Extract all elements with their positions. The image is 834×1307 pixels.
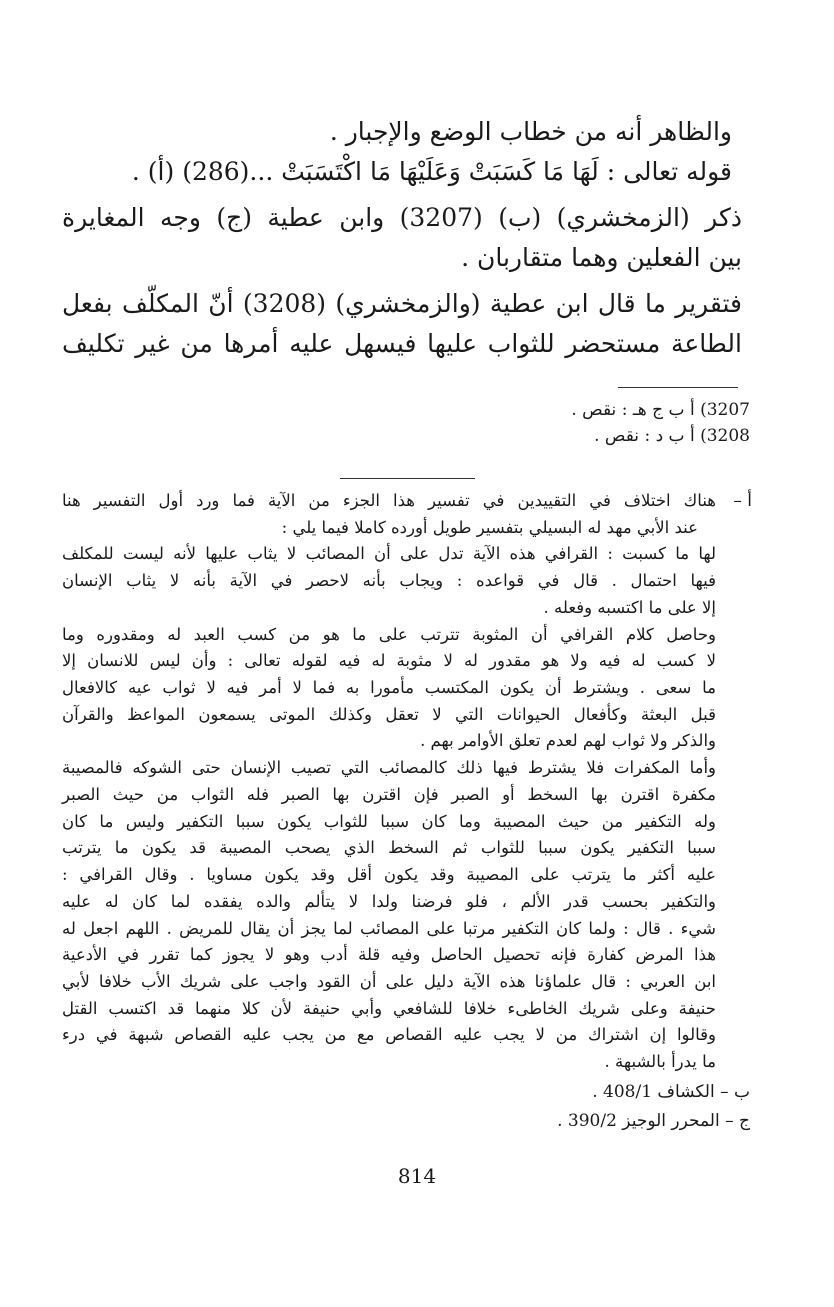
main-line-1: والظاهر أنه من خطاب الوضع والإجبار . <box>329 117 732 146</box>
footnote-a <box>62 488 752 1076</box>
main-line-2: قوله تعالى : لَهَا مَا كَسَبَتْ وَعَلَيْهَا مَا اكْتَسَبَتْ ...(286) (أ) . <box>131 157 732 186</box>
footnote-body <box>62 488 716 1076</box>
note-line-14: سببا التكفير يكون سببا للثواب ثم السخط الذي يصحب المصيبة قد يكون ما يترتب <box>62 838 716 858</box>
textual-apparatus <box>100 398 750 449</box>
footnote-marker: أ – <box>733 491 752 511</box>
note-line-2: عند الأبي مهد له البسيلي بتفسير طويل أورده كاملا فيما يلي : <box>281 517 698 537</box>
note-line-16: والتكفير بحسب قدر الألم ، فلو فرضنا ولدا لا يتألم والده يفقده لما كان له عليه <box>62 891 716 911</box>
ref-line-c: ج – المحرر الوجيز 390/2 . <box>557 1110 750 1131</box>
note-line-13: وله التكفير من حيث المصيبة وما كان سببا للثواب يكون سببا التكفير وليس ما كان <box>62 811 716 831</box>
main-line-4: بين الفعلين وهما متقاربان . <box>461 243 742 272</box>
apparatus-line-1: 3207) أ ب ج هـ : نقص . <box>571 400 750 420</box>
apparatus-divider <box>618 387 738 388</box>
note-line-1: هناك اختلاف في التقييدين في تفسير هذا الجزء من الآية فما ورد أول التفسير هنا <box>62 491 716 510</box>
note-line-3: لها ما كسبت : القرافي هذه الآية تدل على أن المصائب لا يثاب عليها لأنه ليست للمكلف <box>62 544 716 564</box>
note-line-6: وحاصل كلام القرافي أن المثوبة تترتب على ما هو من كسب العبد له ومقدوره وما <box>62 624 717 644</box>
note-line-5: إلا على ما اكتسبه وفعله . <box>543 597 716 617</box>
note-line-19: ابن العربي : قال علماؤنا هذه الآية دليل على أن القود واجب على شريك الأب خلافا لأبي <box>62 971 716 991</box>
note-line-21: وقالوا إن اشتراك من لا يجب عليه القصاص مع من يجب عليه القصاص شبهة في درء <box>62 1025 716 1045</box>
ref-line-b: ب – الكشاف 408/1 . <box>592 1082 750 1102</box>
note-line-18: هذا المرض كفارة فإنه تحصيل الحاصل وفيه قلة أدب وهو لا يجوز كما تقرر في الأدعية <box>62 945 716 965</box>
note-line-17: شيء . قال : ولما كان التكفير مرتبا على المصائب لما يجز أن يقال للمريض . اللهم اجعل له <box>62 918 716 938</box>
main-text <box>62 112 742 364</box>
note-line-22: ما يدرأ بالشبهة . <box>604 1052 716 1072</box>
notes-divider <box>340 478 475 479</box>
note-line-15: عليه أكثر ما يترتب على المصيبة وقد يكون أقل وقد يكون مساويا . وقال القرافي : <box>62 865 716 885</box>
main-line-5: فتقرير ما قال ابن عطية (والزمخشري) (3208) أنّ المكلّف بفعل <box>62 289 742 318</box>
note-line-7: لا كسب له فيه ولا هو مقدور له لا مثوبة له فيه لقوله تعالى : وأن ليس للانسان إلا <box>62 651 716 671</box>
apparatus-line-2: 3208) أ ب د : نقص . <box>594 425 750 446</box>
main-line-3: ذكر (الزمخشري) (ب) (3207) وابن عطية (ج) وجه المغايرة <box>62 203 742 232</box>
note-line-4: فيها احتمال . قال في قواعده : ويجاب بأنه لاحصر في الآية بأنه لا يثاب الإنسان <box>62 571 716 591</box>
note-line-8: ما سعى . ويشترط أن يكون المكتسب مأمورا به فما لا أمر فيه لا ثواب عيه كالافعال <box>62 678 716 698</box>
note-line-12: مكفرة اقترن بها السخط أو الصبر فإن اقترن بها الصبر فله الثواب من حيث الصبر <box>62 784 716 804</box>
main-line-6: الطاعة مستحضر للثواب عليها فيسهل عليه أمرها من غير تكليف <box>62 329 742 358</box>
note-line-9: قبل البعثة وكأفعال الحيوانات التي لا تعقل وكذلك الموتى يسمعون المواعظ والقرآن <box>62 704 716 724</box>
note-line-10: والذكر ولا ثواب لهم لعدم تعلق الأوامر بهم . <box>420 731 716 751</box>
page-number: 814 <box>397 1164 437 1188</box>
source-references <box>400 1078 750 1136</box>
note-line-11: وأما المكفرات فلا يشترط فيها ذلك كالمصائب التي تصيب الإنسان حتى الشوكه فالمصيبة <box>62 758 716 778</box>
note-line-20: حنيفة وعلى شريك الخاطىء خلافا للشافعي وأبي حنيفة لأن كلا منهما قد اكتسب القتل <box>62 998 716 1018</box>
